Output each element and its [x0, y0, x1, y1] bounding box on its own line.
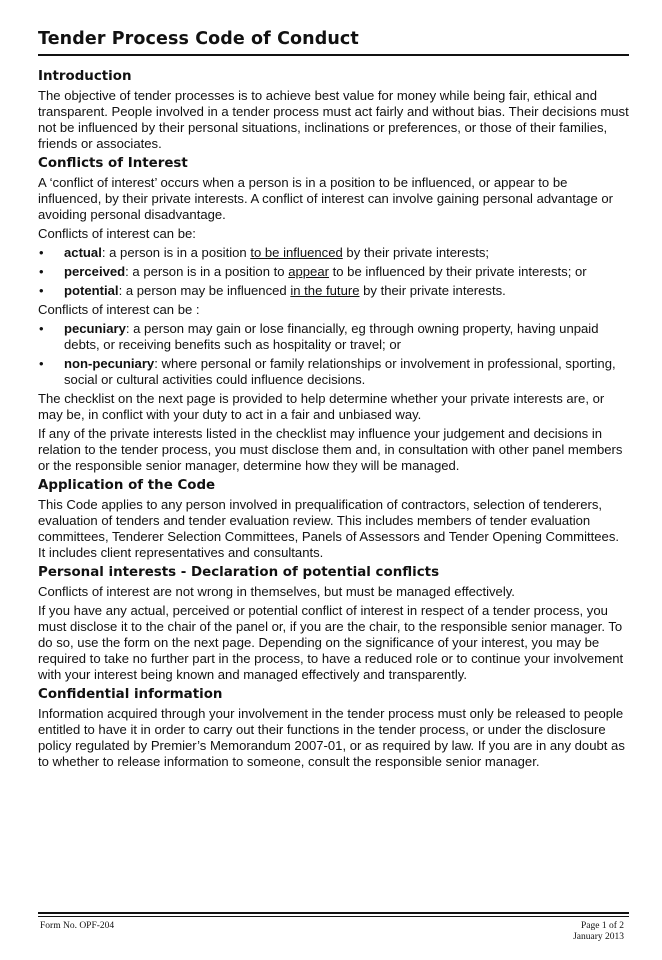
- list-term: potential: [64, 283, 119, 298]
- list-item: [38, 264, 629, 280]
- list-text: by their private interests.: [359, 283, 506, 298]
- pecuniary-list: [38, 321, 629, 388]
- list-item: [38, 356, 629, 388]
- paragraph: If any of the private interests listed in the checklist may influence your judgement and decisions in relation to the tender process, you must disclose them and, in consultation with other panel members or the responsible senior manager, determine how they will be managed.: [38, 426, 623, 473]
- document-date: January 2013: [573, 932, 624, 942]
- bullet-icon: •: [39, 245, 44, 260]
- footer-rule: [38, 916, 629, 917]
- title-rule: [38, 54, 629, 56]
- form-number: Form No. OPF-204: [40, 921, 115, 931]
- document-body: [38, 67, 629, 773]
- section-heading-application: Application of the Code: [38, 478, 216, 493]
- paragraph: The objective of tender processes is to achieve best value for money while being fair, ethical and transparent. People involved in a tender process must act fairly and without bias. Their decisions must not be influenced by their personal situations, inclinations or preferences, or those of their families, friends or associates.: [38, 88, 629, 151]
- list-text: to be influenced by their private interests; or: [328, 264, 587, 279]
- paragraph: This Code applies to any person involved in prequalification of contractors, selection of tenderers, evaluation of tenders and tender evaluation review. This includes members of tender evaluation committees, Tenderer Selection Committees, Panels of Assessors and Tender Opening Committees. It includes client representatives and consultants.: [38, 497, 620, 560]
- list-term: actual: [64, 245, 102, 260]
- bullet-icon: •: [39, 356, 44, 371]
- list-text: : a person may be influenced: [118, 283, 291, 298]
- list-term: pecuniary: [64, 321, 126, 336]
- list-text: : a person may gain or lose financially, eg through owning property, having unpaid debts, or receiving benefits such as hospitality or travel; or: [64, 321, 599, 352]
- footer-rule: [38, 912, 629, 914]
- section-heading-confidential: Confidential information: [38, 687, 223, 702]
- list-text: : where personal or family relationships or involvement in professional, sporting, social or cultural activities could influence decisions.: [64, 356, 616, 387]
- list-item: [38, 321, 629, 353]
- conflict-types-list: [38, 245, 629, 299]
- bullet-icon: •: [39, 321, 44, 336]
- list-emphasis: in the future: [290, 283, 360, 298]
- section-heading-personal-interests: Personal interests - Declaration of potential conflicts: [38, 565, 440, 580]
- list-text: : a person is in a position to: [125, 264, 289, 279]
- paragraph: Conflicts of interest can be :: [38, 302, 200, 317]
- list-item: [38, 283, 629, 299]
- list-item: [38, 245, 629, 261]
- list-text: : a person is in a position: [101, 245, 251, 260]
- section-heading-conflicts: Conflicts of Interest: [38, 156, 188, 171]
- paragraph: Conflicts of interest can be:: [38, 226, 196, 241]
- bullet-icon: •: [39, 283, 44, 298]
- list-term: non-pecuniary: [64, 356, 155, 371]
- page-number: Page 1 of 2: [580, 921, 624, 931]
- paragraph: Conflicts of interest are not wrong in themselves, but must be managed effectively.: [38, 584, 515, 599]
- list-emphasis: appear: [288, 264, 329, 279]
- bullet-icon: •: [39, 264, 44, 279]
- page-info: [573, 921, 624, 943]
- page-title: Tender Process Code of Conduct: [38, 29, 359, 49]
- list-emphasis: to be influenced: [250, 245, 343, 260]
- paragraph: If you have any actual, perceived or potential conflict of interest in respect of a tender process, you must disclose it to the chair of the panel or, if you are the chair, to the responsible senior manager. To do so, use the form on the next page. Depending on the significance of your interest, you may be required to take no further part in the process, to have a reduced role or to continue your involvement with your interest being known and managed effectively and transparently.: [38, 603, 624, 682]
- section-heading-introduction: Introduction: [38, 69, 132, 84]
- paragraph: A ‘conflict of interest’ occurs when a person is in a position to be influenced, or appear to be influenced, by their private interests. A conflict of interest can involve gaining personal advantage or avoiding personal disadvantage.: [38, 175, 614, 222]
- paragraph: The checklist on the next page is provided to help determine whether your private interests are, or may be, in conflict with your duty to act in a fair and unbiased way.: [38, 391, 605, 422]
- list-term: perceived: [64, 264, 126, 279]
- paragraph: Information acquired through your involvement in the tender process must only be released to people entitled to have it in order to carry out their functions in the tender process, or under the disclosure policy regulated by Premier’s Memorandum 2007-01, or as required by law. If you are in any doubt as to whether to release information to someone, consult the responsible senior manager.: [38, 706, 625, 769]
- list-text: by their private interests;: [342, 245, 490, 260]
